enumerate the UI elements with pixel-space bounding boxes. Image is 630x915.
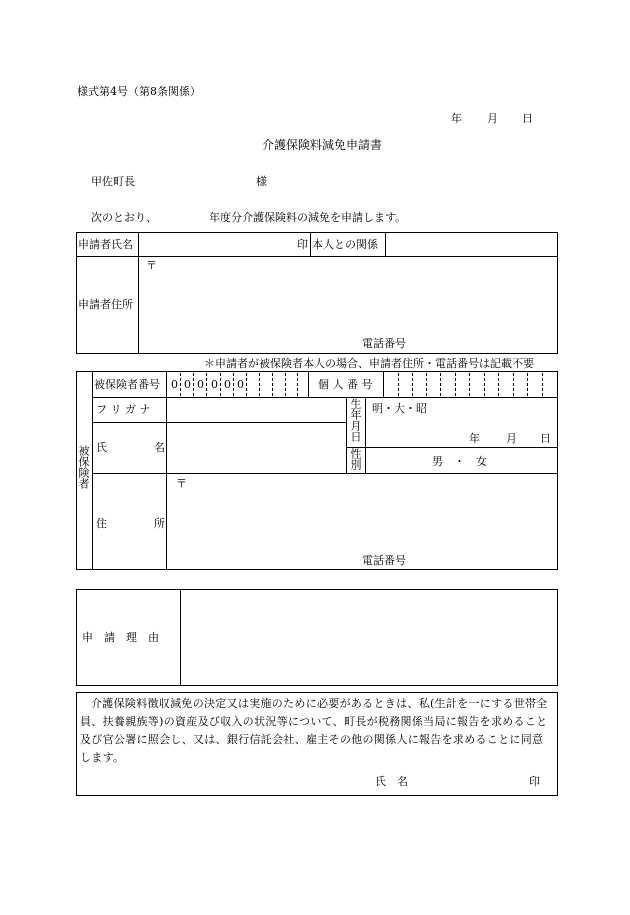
date-day-label: 日 (522, 112, 533, 125)
insured-number-digit: 0 (211, 378, 218, 391)
birth-label: 生年月日 (349, 398, 362, 442)
birth-day-label: 日 (540, 432, 551, 445)
relation-label: 本人との関係 (312, 238, 378, 251)
personal-number-cell-divider (484, 373, 485, 396)
personal-number-cell-divider (455, 373, 456, 396)
insured-label-divider (166, 371, 167, 570)
number-cell-divider (206, 373, 207, 396)
birth-date-field[interactable] (367, 399, 556, 445)
personal-number-cell-divider (398, 373, 399, 396)
furigana-field[interactable] (168, 399, 344, 421)
number-cell-divider (180, 373, 181, 396)
intro-suffix: 年度分介護保険料の減免を申請します。 (209, 211, 407, 224)
applicant-phone-label: 電話番号 (362, 337, 406, 350)
personal-number-cell-divider (440, 373, 441, 396)
reason-label-divider (180, 589, 181, 686)
applicant-row-divider (76, 256, 558, 257)
relation-field[interactable] (387, 234, 555, 254)
insured-phone-field[interactable] (420, 550, 554, 568)
applicant-label-divider (138, 232, 139, 354)
insured-address-field[interactable] (168, 475, 556, 547)
consent-name-label: 氏 名 (375, 775, 408, 788)
birth-month-label: 月 (506, 432, 517, 445)
insured-row1-divider (92, 397, 558, 398)
consent-name-field[interactable] (420, 772, 520, 790)
insured-name-label-2: 名 (154, 441, 165, 454)
personal-number-cell-divider (542, 373, 543, 396)
personal-number-field[interactable] (384, 372, 557, 396)
insured-name-label-1: 氏 (96, 441, 107, 454)
insured-number-digit: 0 (224, 378, 231, 391)
applicant-address-label: 申請者住所 (78, 298, 133, 311)
birth-left-divider (346, 397, 347, 473)
personal-number-cell-divider (498, 373, 499, 396)
personal-number-cell-divider (513, 373, 514, 396)
insured-birth-divider (346, 447, 558, 448)
intro-prefix: 次のとおり、 (91, 211, 157, 224)
relation-divider (385, 232, 386, 256)
applicant-phone-field[interactable] (420, 334, 554, 352)
consent-seal: 印 (529, 775, 540, 788)
applicant-name-field[interactable] (140, 234, 294, 254)
insured-number-field[interactable] (167, 372, 307, 396)
insured-row3-divider (92, 473, 558, 474)
insured-phone-label: 電話番号 (362, 554, 406, 567)
number-cell-divider (285, 373, 286, 396)
insured-section-label: 被保険者 (77, 445, 90, 489)
number-cell-divider (233, 373, 234, 396)
insured-furigana-divider (92, 422, 346, 423)
applicant-address-field[interactable] (140, 258, 555, 332)
number-cell-divider (259, 373, 260, 396)
number-cell-divider (297, 373, 298, 396)
insured-address-label-1: 住 (96, 517, 107, 530)
personal-number-cell-divider (412, 373, 413, 396)
applicant-seal: 印 (297, 238, 308, 251)
birth-right-divider (365, 397, 366, 473)
insured-address-label-2: 所 (154, 517, 165, 530)
applicant-name-label: 申請者氏名 (78, 238, 133, 251)
document-title: 介護保険料減免申請書 (262, 138, 383, 152)
personal-number-label: 個 人 番 号 (318, 378, 373, 391)
personal-number-cell-divider (469, 373, 470, 396)
seal-divider (310, 232, 311, 256)
gender-label: 性別 (349, 448, 362, 470)
reason-field[interactable] (182, 591, 556, 684)
gender-options[interactable]: 男 ・ 女 (432, 455, 487, 468)
personal-number-cell-divider (527, 373, 528, 396)
era-options: 明・大・昭 (372, 402, 427, 415)
insured-number-digit: 0 (171, 378, 178, 391)
number-cell-divider (272, 373, 273, 396)
insured-number-digit: 0 (237, 378, 244, 391)
furigana-label: フ リ ガ ナ (96, 403, 151, 416)
insured-number-label: 被保険者番号 (94, 378, 160, 391)
number-cell-divider (246, 373, 247, 396)
personal-number-cell-divider (426, 373, 427, 396)
reason-label: 申 請 理 由 (82, 631, 159, 644)
insured-number-digit: 0 (197, 378, 204, 391)
date-month-label: 月 (487, 112, 498, 125)
personal-number-left-divider (308, 371, 309, 397)
addressee-suffix: 様 (256, 175, 267, 188)
number-cell-divider (220, 373, 221, 396)
form-number: 様式第4号（第8条関係） (77, 85, 201, 98)
number-cell-divider (193, 373, 194, 396)
insured-number-digit: 0 (184, 378, 191, 391)
applicant-note: ＊申請者が被保険者本人の場合、申請者住所・電話番号は記載不要 (204, 357, 534, 370)
date-year-label: 年 (451, 112, 462, 125)
applicant-postal-mark: 〒 (146, 259, 157, 272)
insured-postal-mark: 〒 (176, 477, 187, 490)
addressee: 甲佐町長 (91, 175, 135, 188)
insured-name-field[interactable] (168, 424, 344, 471)
consent-text: 介護保険料徴収減免の決定又は実施のために必要があるときは、私(生計を一にする世帯全員、扶養親族等)の資産及び収入の状況等について、町長が税務関係当局に報告を求めること及び官公署に照会し、又は、銀行信託会社、雇主その他の関係人に報告を求めることに同意します。 (80, 697, 548, 764)
birth-year-label: 年 (469, 432, 480, 445)
insured-section-divider (92, 371, 93, 570)
